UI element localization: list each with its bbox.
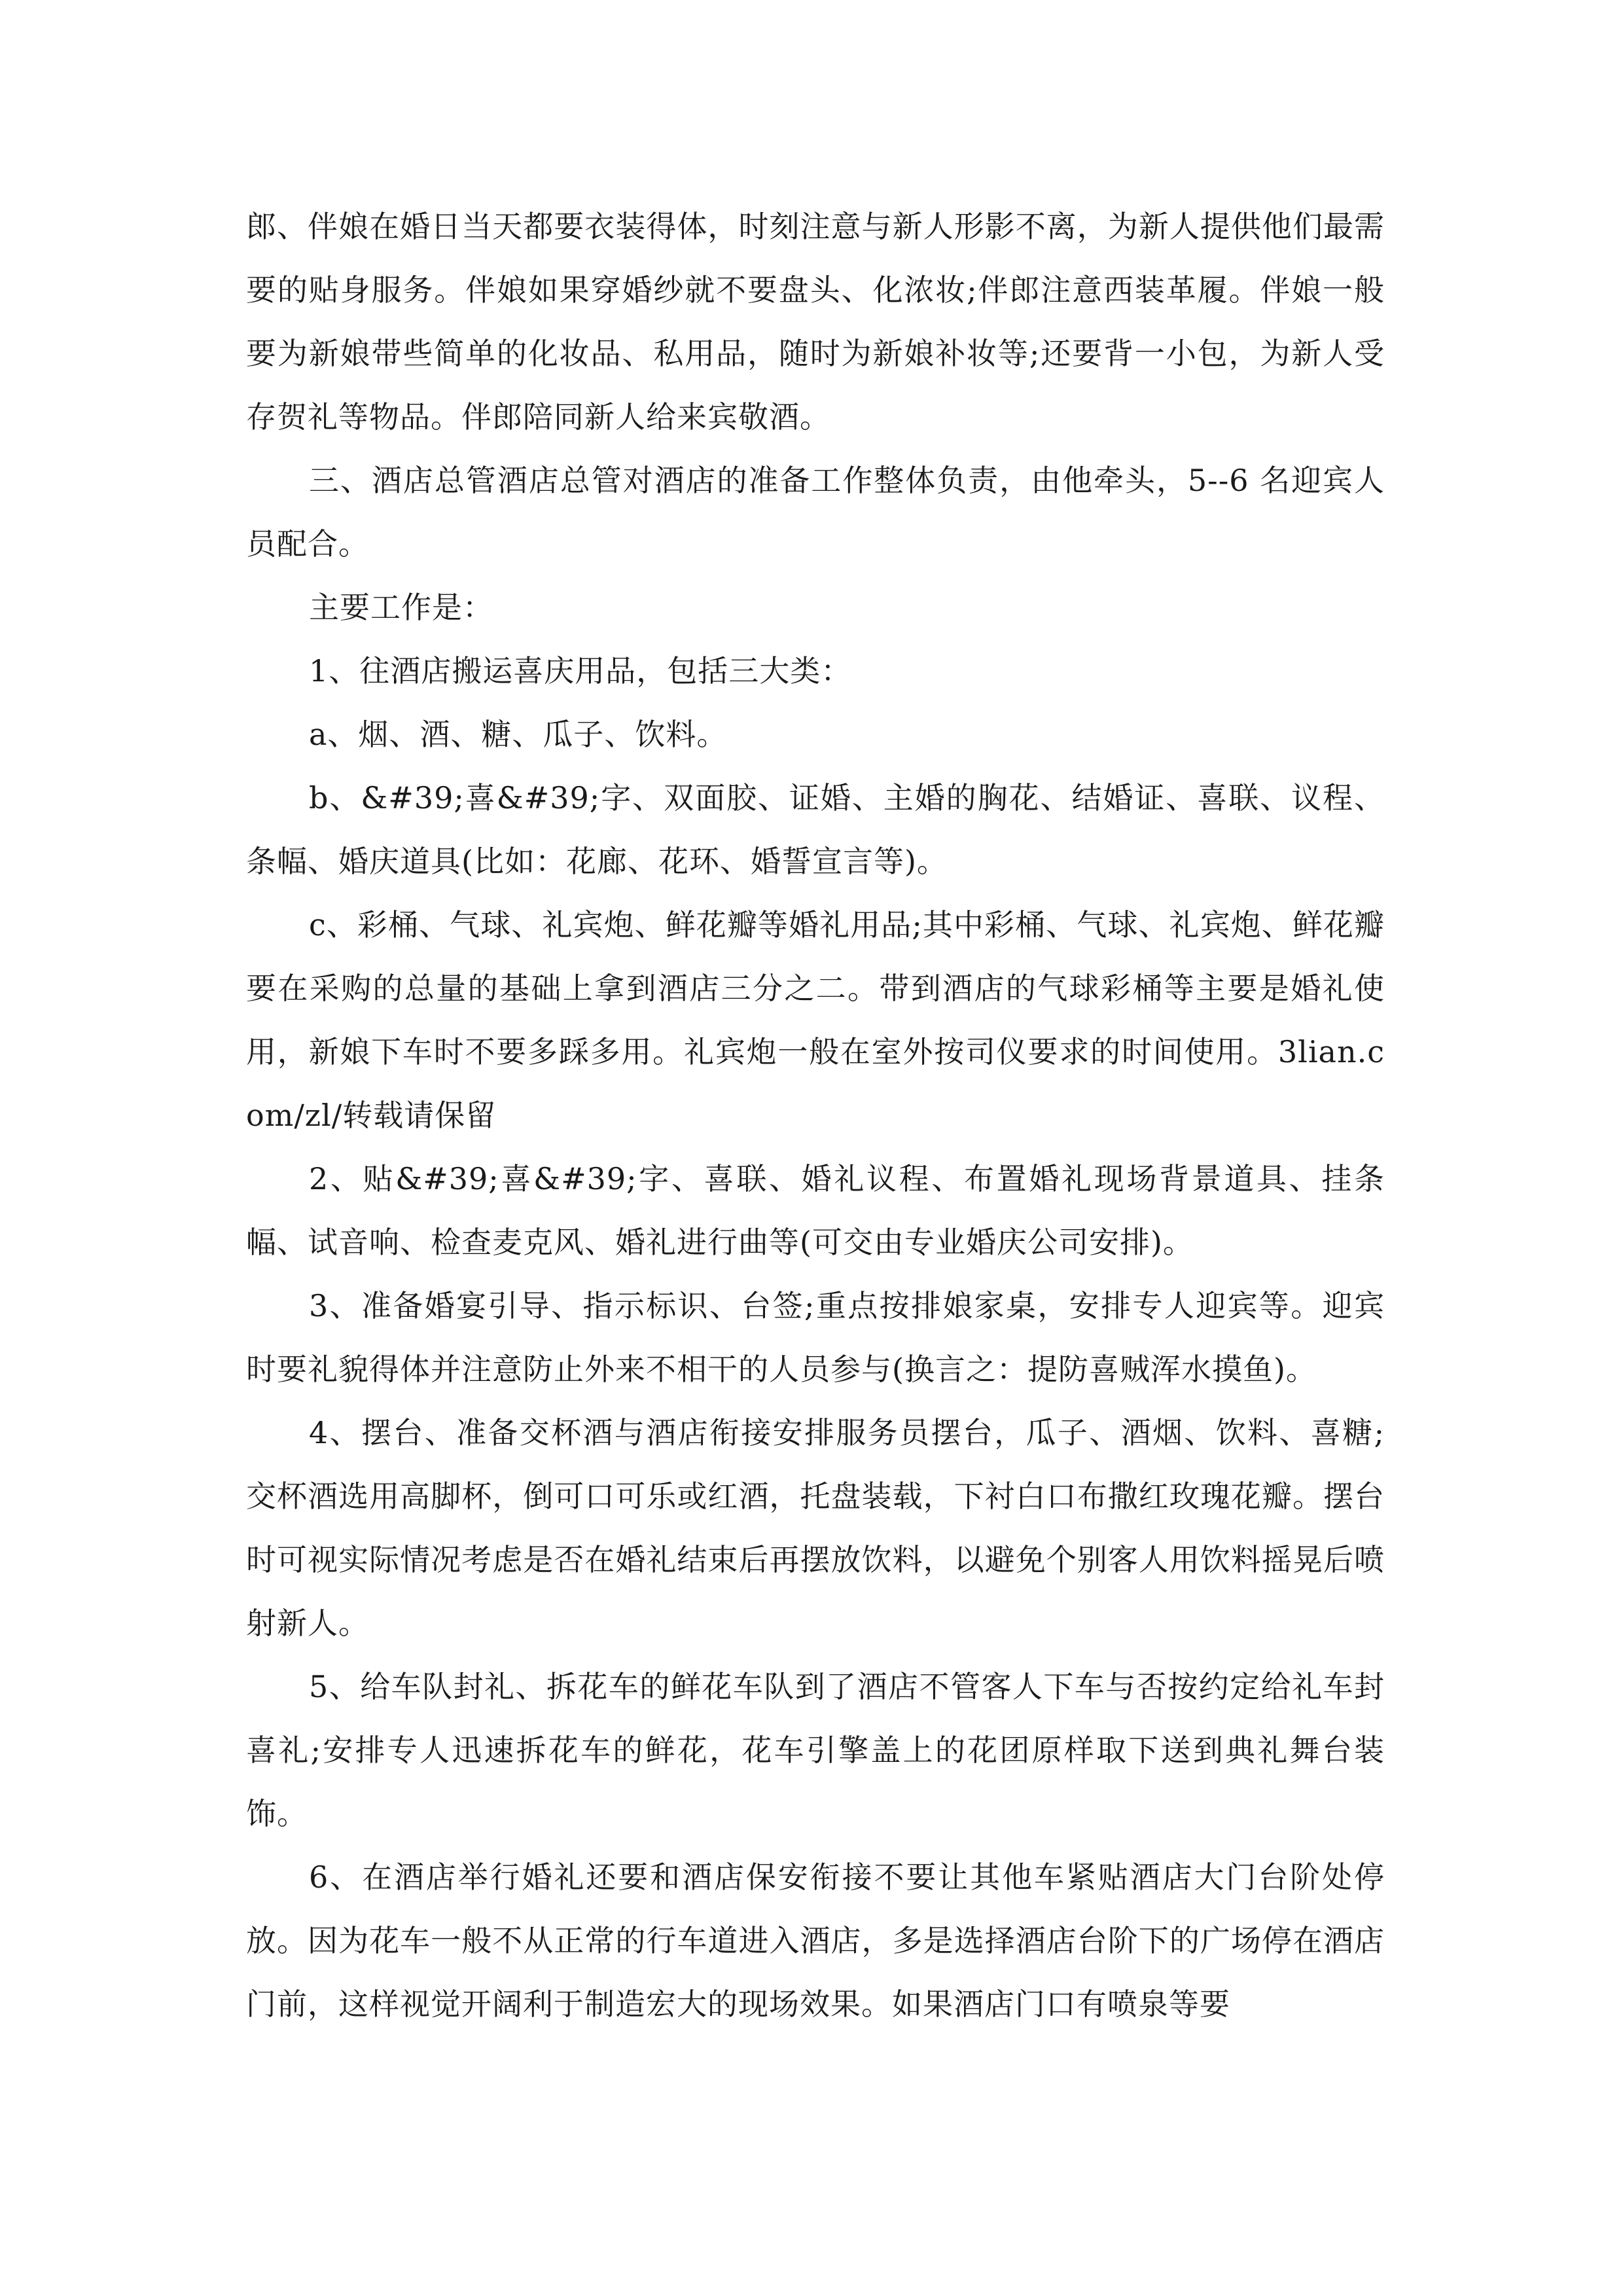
paragraph-task-1a: a、烟、酒、糖、瓜子、饮料。 [309,717,728,752]
paragraph-task-2: 2、贴&#39;喜&#39;字、喜联、婚礼议程、布置婚礼现场背景道具、挂条幅、试音响、检查麦克风、婚礼进行曲等(可交由专业婚庆公司安排)。 [246,1161,1385,1260]
paragraph-task-1c: c、彩桶、气球、礼宾炮、鲜花瓣等婚礼用品;其中彩桶、气球、礼宾炮、鲜花瓣要在采购的总量的基础上拿到酒店三分之二。带到酒店的气球彩桶等主要是婚礼使用，新娘下车时不要多踩多用。礼宾炮一般在室外按司仪要求的时间使用。3lian.com/zl/转载请保留 [246,907,1385,1133]
paragraph-task-3: 3、准备婚宴引导、指示标识、台签;重点按排娘家桌，安排专人迎宾等。迎宾时要礼貌得体并注意防止外来不相干的人员参与(换言之：提防喜贼浑水摸鱼)。 [246,1288,1385,1387]
paragraph-task-5: 5、给车队封礼、拆花车的鲜花车队到了酒店不管客人下车与否按约定给礼车封喜礼;安排专人迅速拆花车的鲜花，花车引擎盖上的花团原样取下送到典礼舞台装饰。 [246,1669,1385,1831]
paragraph-hotel-manager: 三、酒店总管酒店总管对酒店的准备工作整体负责，由他牵头，5--6 名迎宾人员配合。 [246,463,1385,562]
paragraph-groomsman-bridesmaid-duties: 郎、伴娘在婚日当天都要衣装得体，时刻注意与新人形影不离，为新人提供他们最需要的贴身服务。伴娘如果穿婚纱就不要盘头、化浓妆;伴郎注意西装革履。伴娘一般要为新娘带些简单的化妆品、私用品，随时为新娘补妆等;还要背一小包，为新人受存贺礼等物品。伴郎陪同新人给来宾敬酒。 [246,209,1385,435]
paragraph-main-tasks-heading: 主要工作是： [309,590,493,625]
paragraph-task-1b: b、&#39;喜&#39;字、双面胶、证婚、主婚的胸花、结婚证、喜联、议程、条幅、婚庆道具(比如：花廊、花环、婚誓宣言等)。 [246,780,1385,879]
paragraph-task-1: 1、往酒店搬运喜庆用品，包括三大类： [309,653,852,689]
paragraph-task-4: 4、摆台、准备交杯酒与酒店衔接安排服务员摆台，瓜子、酒烟、饮料、喜糖;交杯酒选用高脚杯，倒可口可乐或红酒，托盘装载，下衬白口布撒红玫瑰花瓣。摆台时可视实际情况考虑是否在婚礼结束后再摆放饮料，以避免个别客人用饮料摇晃后喷射新人。 [246,1415,1385,1641]
paragraph-task-6: 6、在酒店举行婚礼还要和酒店保安衔接不要让其他车紧贴酒店大门台阶处停放。因为花车一般不从正常的行车道进入酒店，多是选择酒店台阶下的广场停在酒店门前，这样视觉开阔利于制造宏大的现场效果。如果酒店门口有喷泉等要 [246,1859,1385,2022]
document-body [246,195,1385,2036]
